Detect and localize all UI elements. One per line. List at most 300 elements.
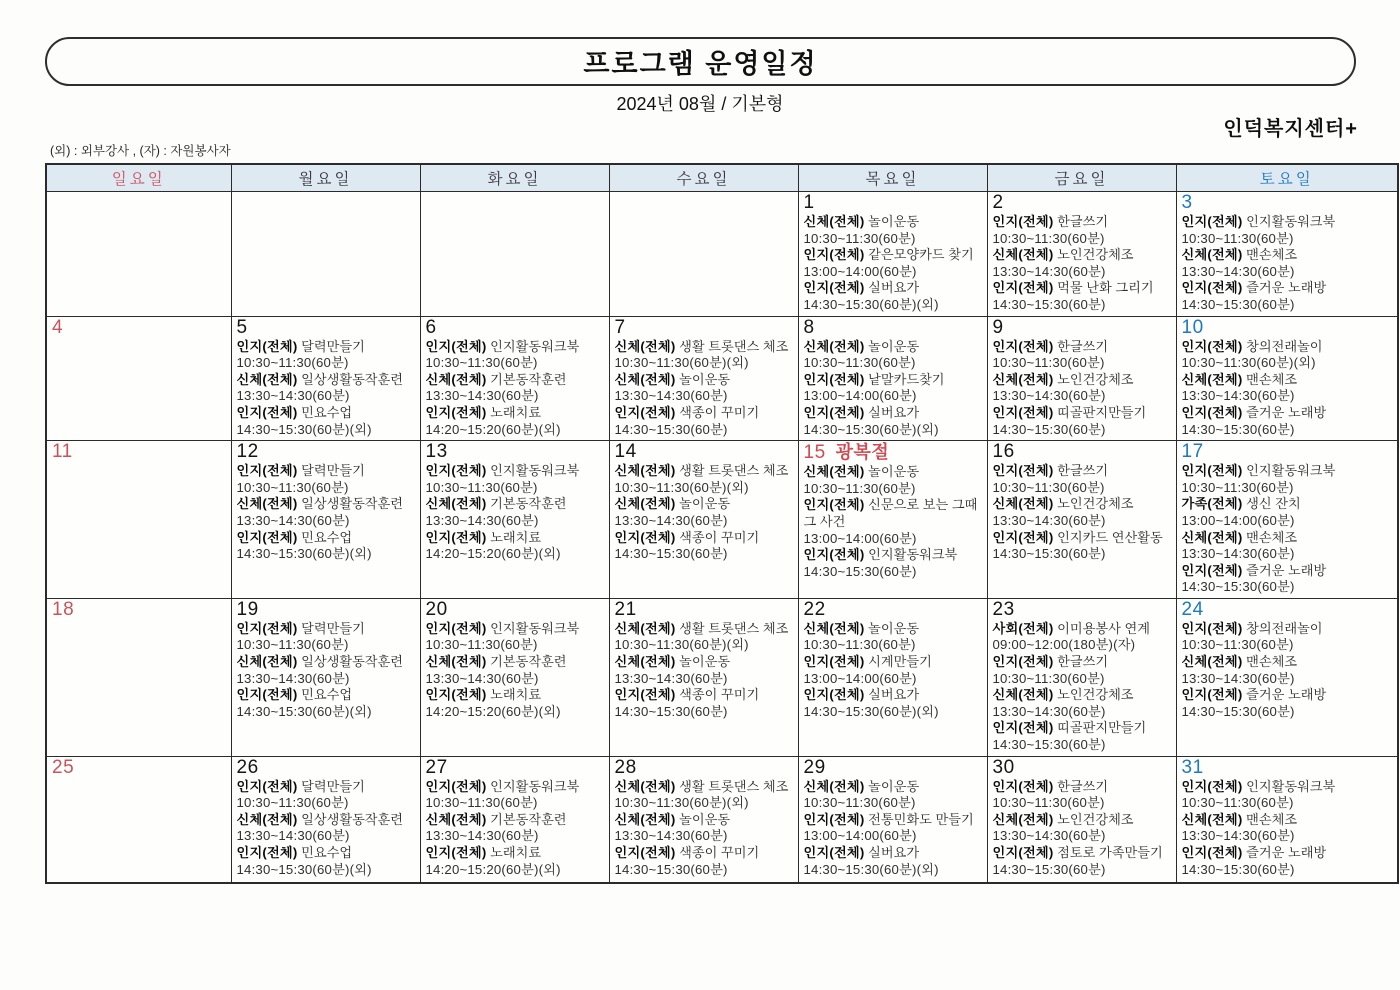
program-entry bbox=[426, 845, 606, 878]
program-category: 인지(전체) bbox=[425, 845, 487, 860]
program-entry bbox=[237, 812, 417, 845]
day-number: 17 bbox=[1181, 441, 1204, 463]
program-entry bbox=[804, 845, 984, 878]
weekday-header-thu: 목요일 bbox=[798, 164, 987, 192]
program-entry bbox=[804, 687, 984, 720]
program-time: 10:30~11:30(60분)(외) bbox=[614, 637, 749, 653]
program-category: 인지(전체) bbox=[425, 338, 487, 354]
day-number: 29 bbox=[803, 756, 826, 778]
day-cell-9 bbox=[987, 316, 1176, 441]
day-cell-27 bbox=[420, 756, 609, 883]
program-category: 인지(전체) bbox=[803, 497, 865, 513]
day-number: 18 bbox=[52, 598, 75, 620]
program-time: 14:30~15:30(60분) bbox=[803, 563, 917, 579]
program-category: 신체(전체) bbox=[425, 371, 487, 387]
program-category: 신체(전체) bbox=[425, 654, 487, 670]
program-category: 인지(전체) bbox=[803, 811, 865, 827]
program-entry bbox=[804, 247, 984, 280]
program-entry bbox=[615, 621, 795, 654]
program-entry bbox=[426, 530, 606, 563]
program-name: 인지(전체) 색종이 꾸미기 bbox=[614, 529, 760, 545]
program-category: 인지(전체) bbox=[992, 463, 1054, 479]
program-name: 인지(전체) 색종이 꾸미기 bbox=[614, 404, 760, 420]
program-category: 신체(전체) bbox=[992, 247, 1054, 263]
program-category: 신체(전체) bbox=[803, 338, 865, 354]
day-number: 27 bbox=[425, 756, 448, 778]
program-name: 신체(전체) 일상생활동작훈련 bbox=[236, 371, 404, 387]
day-cell-empty bbox=[609, 192, 798, 317]
program-entry bbox=[1182, 339, 1395, 372]
program-time: 10:30~11:30(60분) bbox=[236, 355, 349, 371]
program-category: 인지(전체) bbox=[1181, 562, 1243, 578]
day-cell-22 bbox=[798, 598, 987, 756]
program-category: 신체(전체) bbox=[614, 654, 676, 670]
program-name: 인지(전체) 전통민화도 만들기 bbox=[803, 811, 974, 827]
program-category: 인지(전체) bbox=[803, 404, 865, 420]
program-time: 13:30~14:30(60분) bbox=[1181, 388, 1295, 404]
program-name: 신체(전체) 맨손체조 bbox=[1181, 811, 1298, 827]
program-name: 신체(전체) 생활 트롯댄스 체조 bbox=[614, 778, 789, 794]
weekday-header-mon: 월요일 bbox=[231, 164, 420, 192]
program-entry bbox=[804, 497, 984, 547]
program-time: 10:30~11:30(60분) bbox=[425, 479, 538, 495]
day-cell-2 bbox=[987, 192, 1176, 317]
program-time: 14:20~15:20(60분)(외) bbox=[425, 421, 561, 437]
program-entry bbox=[237, 779, 417, 812]
program-name: 인지(전체) 즐거운 노래방 bbox=[1181, 562, 1327, 578]
program-name: 신체(전체) 생활 트롯댄스 체조 bbox=[614, 620, 789, 636]
program-entry bbox=[615, 779, 795, 812]
program-category: 인지(전체) bbox=[992, 280, 1054, 296]
program-entry bbox=[1182, 463, 1395, 496]
program-name: 인지(전체) 한글쓰기 bbox=[992, 778, 1109, 794]
program-name: 신체(전체) 기본동작훈련 bbox=[425, 496, 567, 512]
day-number: 1 bbox=[803, 192, 815, 213]
program-name: 인지(전체) 민요수업 bbox=[236, 404, 353, 420]
program-time: 14:30~15:30(60분)(외) bbox=[236, 421, 372, 437]
program-entry bbox=[426, 654, 606, 687]
program-entry bbox=[1182, 247, 1395, 280]
program-name: 인지(전체) 즐거운 노래방 bbox=[1181, 404, 1327, 420]
program-name: 인지(전체) 인지활동워크북 bbox=[425, 338, 580, 354]
program-name: 인지(전체) 즐거운 노래방 bbox=[1181, 280, 1327, 296]
program-name: 신체(전체) 맨손체조 bbox=[1181, 529, 1298, 545]
program-entry bbox=[993, 621, 1173, 654]
program-entry bbox=[1182, 621, 1395, 654]
program-category: 인지(전체) bbox=[236, 687, 298, 703]
page-subtitle: 2024년 08월 / 기본형 bbox=[616, 94, 784, 114]
program-time: 14:30~15:30(60분) bbox=[1181, 296, 1295, 312]
program-time: 13:30~14:30(60분) bbox=[992, 388, 1106, 404]
program-category: 인지(전체) bbox=[425, 687, 487, 703]
day-cell-24 bbox=[1176, 598, 1398, 756]
program-category: 인지(전체) bbox=[1181, 214, 1243, 229]
program-time: 10:30~11:30(60분) bbox=[425, 795, 538, 811]
program-name: 인지(전체) 먹물 난화 그리기 bbox=[992, 280, 1154, 296]
program-name: 신체(전체) 놀이운동 bbox=[614, 811, 731, 827]
program-name: 인지(전체) 신문으로 보는 그때 그 사건 bbox=[803, 497, 978, 529]
program-name: 인지(전체) 달력만들기 bbox=[236, 778, 365, 794]
program-entry bbox=[615, 496, 795, 529]
program-category: 신체(전체) bbox=[614, 811, 676, 827]
program-time: 14:30~15:30(60분) bbox=[614, 861, 728, 877]
program-category: 인지(전체) bbox=[803, 371, 865, 387]
calendar-table bbox=[45, 163, 1399, 884]
program-entry bbox=[1182, 654, 1395, 687]
program-name: 인지(전체) 같은모양카드 찾기 bbox=[803, 247, 974, 263]
program-name: 인지(전체) 점토로 가족만들기 bbox=[992, 845, 1163, 860]
program-time: 10:30~11:30(60분) bbox=[1181, 230, 1294, 246]
program-name: 신체(전체) 맨손체조 bbox=[1181, 371, 1298, 387]
program-entry bbox=[993, 812, 1173, 845]
day-number: 22 bbox=[803, 598, 826, 620]
program-time: 10:30~11:30(60분) bbox=[803, 637, 916, 653]
program-category: 신체(전체) bbox=[1181, 529, 1243, 545]
program-entry bbox=[804, 812, 984, 845]
day-cell-18 bbox=[46, 598, 231, 756]
program-name: 신체(전체) 일상생활동작훈련 bbox=[236, 811, 404, 827]
program-category: 신체(전체) bbox=[803, 778, 865, 794]
program-name: 신체(전체) 일상생활동작훈련 bbox=[236, 654, 404, 670]
program-entry bbox=[237, 845, 417, 878]
program-category: 인지(전체) bbox=[992, 720, 1054, 736]
day-cell-4 bbox=[46, 316, 231, 441]
weekday-header-sat: 토요일 bbox=[1176, 164, 1398, 192]
program-name: 신체(전체) 노인건강체조 bbox=[992, 811, 1134, 827]
program-name: 인지(전체) 달력만들기 bbox=[236, 620, 365, 636]
day-number: 31 bbox=[1181, 756, 1204, 778]
program-name: 인지(전체) 실버요가 bbox=[803, 280, 920, 296]
day-cell-20 bbox=[420, 598, 609, 756]
program-entry bbox=[237, 654, 417, 687]
program-name: 신체(전체) 노인건강체조 bbox=[992, 247, 1134, 263]
program-category: 인지(전체) bbox=[803, 845, 865, 860]
program-category: 신체(전체) bbox=[1181, 654, 1243, 670]
program-category: 신체(전체) bbox=[992, 496, 1054, 512]
program-category: 인지(전체) bbox=[803, 687, 865, 703]
program-entry bbox=[615, 687, 795, 720]
day-cell-16 bbox=[987, 441, 1176, 599]
program-time: 10:30~11:30(60분) bbox=[803, 355, 916, 371]
program-time: 14:30~15:30(60분)(외) bbox=[803, 861, 939, 877]
program-entry bbox=[615, 654, 795, 687]
program-time: 14:30~15:30(60분) bbox=[1181, 861, 1295, 877]
program-time: 14:30~15:30(60분) bbox=[1181, 421, 1295, 437]
program-name: 인지(전체) 인지활동워크북 bbox=[425, 778, 580, 794]
week-row bbox=[46, 192, 1398, 317]
program-category: 신체(전체) bbox=[992, 811, 1054, 827]
program-time: 13:00~14:00(60분) bbox=[803, 388, 917, 404]
program-time: 10:30~11:30(60분) bbox=[992, 355, 1105, 371]
program-name: 인지(전체) 인지활동워크북 bbox=[1181, 214, 1336, 229]
program-name: 인지(전체) 즐거운 노래방 bbox=[1181, 845, 1327, 860]
program-time: 10:30~11:30(60분) bbox=[236, 479, 349, 495]
day-cell-3 bbox=[1176, 192, 1398, 317]
program-entry bbox=[426, 463, 606, 496]
title-box bbox=[45, 37, 1356, 86]
program-category: 신체(전체) bbox=[236, 371, 298, 387]
program-entry bbox=[426, 687, 606, 720]
program-entry bbox=[237, 463, 417, 496]
program-category: 신체(전체) bbox=[614, 778, 676, 794]
legend-note: (외) : 외부강사 , (자) : 자원봉사자 bbox=[50, 144, 231, 158]
program-entry bbox=[1182, 687, 1395, 720]
program-name: 인지(전체) 민요수업 bbox=[236, 687, 353, 703]
program-category: 인지(전체) bbox=[1181, 280, 1243, 296]
program-entry bbox=[615, 845, 795, 878]
program-category: 인지(전체) bbox=[236, 529, 298, 545]
program-time: 13:00~14:00(60분) bbox=[1181, 512, 1295, 528]
program-entry bbox=[615, 463, 795, 496]
program-category: 인지(전체) bbox=[803, 654, 865, 670]
program-time: 14:20~15:20(60분)(외) bbox=[425, 703, 561, 719]
program-time: 13:30~14:30(60분) bbox=[236, 512, 350, 528]
program-entry bbox=[804, 405, 984, 438]
program-entry bbox=[1182, 812, 1395, 845]
program-entry bbox=[237, 372, 417, 405]
program-time: 13:30~14:30(60분) bbox=[1181, 670, 1295, 686]
program-time: 14:30~15:30(60분)(외) bbox=[803, 296, 939, 312]
program-time: 13:30~14:30(60분) bbox=[1181, 263, 1295, 279]
program-entry bbox=[993, 687, 1173, 720]
program-entry bbox=[993, 372, 1173, 405]
day-cell-28 bbox=[609, 756, 798, 883]
holiday-label: 광복절 bbox=[835, 442, 890, 463]
program-category: 인지(전체) bbox=[1181, 687, 1243, 703]
program-name: 인지(전체) 색종이 꾸미기 bbox=[614, 687, 760, 703]
program-time: 13:30~14:30(60분) bbox=[1181, 546, 1295, 562]
program-time: 13:00~14:00(60분) bbox=[803, 263, 917, 279]
program-time: 10:30~11:30(60분) bbox=[1181, 479, 1294, 495]
program-category: 인지(전체) bbox=[614, 687, 676, 703]
program-entry bbox=[804, 547, 984, 580]
program-time: 10:30~11:30(60분) bbox=[1181, 795, 1294, 811]
program-entry bbox=[993, 530, 1173, 563]
program-time: 13:30~14:30(60분) bbox=[992, 263, 1106, 279]
day-number: 3 bbox=[1181, 192, 1193, 213]
program-entry bbox=[615, 372, 795, 405]
program-time: 13:30~14:30(60분) bbox=[992, 828, 1106, 844]
program-category: 인지(전체) bbox=[614, 529, 676, 545]
program-time: 10:30~11:30(60분)(외) bbox=[614, 479, 749, 495]
program-entry bbox=[237, 405, 417, 438]
program-category: 인지(전체) bbox=[1181, 338, 1243, 354]
program-category: 인지(전체) bbox=[992, 654, 1054, 670]
program-name: 신체(전체) 노인건강체조 bbox=[992, 371, 1134, 387]
program-entry bbox=[426, 621, 606, 654]
program-name: 인지(전체) 노래치료 bbox=[425, 845, 542, 860]
program-time: 10:30~11:30(60분)(외) bbox=[614, 355, 749, 371]
program-name: 인지(전체) 인지활동워크북 bbox=[1181, 778, 1336, 794]
program-category: 신체(전체) bbox=[614, 371, 676, 387]
program-entry bbox=[426, 339, 606, 372]
program-entry bbox=[615, 339, 795, 372]
program-name: 인지(전체) 인지활동워크북 bbox=[425, 463, 580, 479]
program-time: 10:30~11:30(60분) bbox=[236, 795, 349, 811]
program-time: 14:20~15:20(60분)(외) bbox=[425, 861, 561, 877]
program-name: 신체(전체) 일상생활동작훈련 bbox=[236, 496, 404, 512]
day-cell-1 bbox=[798, 192, 987, 317]
program-entry bbox=[426, 496, 606, 529]
program-entry bbox=[1182, 214, 1395, 247]
day-cell-15 bbox=[798, 441, 987, 599]
program-name: 인지(전체) 한글쓰기 bbox=[992, 338, 1109, 354]
program-category: 인지(전체) bbox=[1181, 845, 1243, 860]
program-entry bbox=[993, 496, 1173, 529]
program-entry bbox=[237, 687, 417, 720]
program-entry bbox=[1182, 530, 1395, 563]
program-category: 신체(전체) bbox=[425, 496, 487, 512]
program-category: 신체(전체) bbox=[236, 811, 298, 827]
program-name: 인지(전체) 인지활동워크북 bbox=[1181, 463, 1336, 479]
program-entry bbox=[993, 247, 1173, 280]
program-time: 14:30~15:30(60분) bbox=[992, 861, 1106, 877]
program-name: 신체(전체) 놀이운동 bbox=[803, 214, 920, 229]
program-entry bbox=[615, 530, 795, 563]
program-category: 신체(전체) bbox=[992, 371, 1054, 387]
program-category: 인지(전체) bbox=[236, 404, 298, 420]
day-cell-6 bbox=[420, 316, 609, 441]
program-time: 13:30~14:30(60분) bbox=[425, 388, 539, 404]
program-name: 인지(전체) 실버요가 bbox=[803, 687, 920, 703]
program-category: 인지(전체) bbox=[992, 214, 1054, 229]
program-time: 10:30~11:30(60분) bbox=[803, 795, 916, 811]
program-category: 인지(전체) bbox=[425, 778, 487, 794]
day-cell-empty bbox=[46, 192, 231, 317]
program-name: 인지(전체) 달력만들기 bbox=[236, 463, 365, 479]
program-name: 신체(전체) 노인건강체조 bbox=[992, 496, 1134, 512]
program-name: 신체(전체) 놀이운동 bbox=[803, 778, 920, 794]
program-category: 신체(전체) bbox=[803, 620, 865, 636]
program-time: 10:30~11:30(60분) bbox=[1181, 637, 1294, 653]
program-entry bbox=[237, 530, 417, 563]
program-entry bbox=[804, 621, 984, 654]
program-time: 14:30~15:30(60분)(외) bbox=[803, 703, 939, 719]
program-category: 인지(전체) bbox=[803, 247, 865, 263]
program-name: 인지(전체) 띠골판지만들기 bbox=[992, 720, 1147, 736]
program-name: 인지(전체) 민요수업 bbox=[236, 529, 353, 545]
program-category: 인지(전체) bbox=[236, 845, 298, 860]
program-name: 인지(전체) 창의전래놀이 bbox=[1181, 620, 1323, 636]
program-time: 13:30~14:30(60분) bbox=[992, 703, 1106, 719]
day-cell-26 bbox=[231, 756, 420, 883]
program-name: 인지(전체) 노래치료 bbox=[425, 404, 542, 420]
program-time: 14:30~15:30(60분) bbox=[614, 421, 728, 437]
day-number: 16 bbox=[992, 441, 1015, 463]
day-number: 11 bbox=[52, 441, 73, 463]
day-number: 19 bbox=[236, 598, 259, 620]
program-category: 인지(전체) bbox=[1181, 404, 1243, 420]
program-category: 신체(전체) bbox=[614, 496, 676, 512]
program-category: 인지(전체) bbox=[992, 778, 1054, 794]
program-entry bbox=[993, 214, 1173, 247]
program-category: 인지(전체) bbox=[803, 547, 865, 563]
program-name: 인지(전체) 실버요가 bbox=[803, 845, 920, 860]
program-name: 신체(전체) 생활 트롯댄스 체조 bbox=[614, 338, 789, 354]
program-name: 신체(전체) 노인건강체조 bbox=[992, 687, 1134, 703]
program-name: 인지(전체) 달력만들기 bbox=[236, 338, 365, 354]
program-category: 신체(전체) bbox=[614, 338, 676, 354]
program-entry bbox=[1182, 779, 1395, 812]
program-entry bbox=[1182, 563, 1395, 596]
program-name: 신체(전체) 맨손체조 bbox=[1181, 247, 1298, 263]
day-cell-21 bbox=[609, 598, 798, 756]
program-time: 10:30~11:30(60분) bbox=[992, 670, 1105, 686]
program-time: 13:30~14:30(60분) bbox=[992, 512, 1106, 528]
program-name: 인지(전체) 색종이 꾸미기 bbox=[614, 845, 760, 860]
program-category: 신체(전체) bbox=[803, 214, 865, 229]
day-number: 20 bbox=[425, 598, 448, 620]
program-category: 신체(전체) bbox=[614, 463, 676, 479]
program-name: 신체(전체) 기본동작훈련 bbox=[425, 371, 567, 387]
program-name: 인지(전체) 민요수업 bbox=[236, 845, 353, 860]
program-time: 13:00~14:00(60분) bbox=[803, 828, 917, 844]
program-entry bbox=[993, 845, 1173, 878]
program-category: 인지(전체) bbox=[425, 463, 487, 479]
program-time: 14:30~15:30(60분) bbox=[1181, 579, 1295, 595]
program-name: 신체(전체) 놀이운동 bbox=[614, 496, 731, 512]
program-entry bbox=[1182, 405, 1395, 438]
program-category: 신체(전체) bbox=[992, 687, 1054, 703]
program-time: 13:30~14:30(60분) bbox=[425, 670, 539, 686]
program-entry bbox=[993, 720, 1173, 753]
program-entry bbox=[1182, 372, 1395, 405]
day-cell-14 bbox=[609, 441, 798, 599]
program-name: 인지(전체) 노래치료 bbox=[425, 687, 542, 703]
program-category: 인지(전체) bbox=[803, 280, 865, 296]
program-time: 10:30~11:30(60분)(외) bbox=[614, 795, 749, 811]
program-time: 10:30~11:30(60분) bbox=[425, 355, 538, 371]
program-category: 인지(전체) bbox=[1181, 620, 1243, 636]
day-cell-12 bbox=[231, 441, 420, 599]
program-entry bbox=[237, 621, 417, 654]
day-cell-31 bbox=[1176, 756, 1398, 883]
weekday-header-fri: 금요일 bbox=[987, 164, 1176, 192]
program-time: 10:30~11:30(60분) bbox=[992, 795, 1105, 811]
program-time: 10:30~11:30(60분) bbox=[425, 637, 538, 653]
program-time: 13:30~14:30(60분) bbox=[236, 828, 350, 844]
day-cell-13 bbox=[420, 441, 609, 599]
program-time: 14:30~15:30(60분)(외) bbox=[803, 421, 939, 437]
program-entry bbox=[993, 280, 1173, 313]
program-time: 14:30~15:30(60분) bbox=[992, 421, 1106, 437]
program-name: 신체(전체) 놀이운동 bbox=[803, 620, 920, 636]
program-category: 인지(전체) bbox=[425, 529, 487, 545]
day-number: 24 bbox=[1181, 598, 1204, 620]
program-name: 인지(전체) 띠골판지만들기 bbox=[992, 404, 1147, 420]
program-entry bbox=[615, 405, 795, 438]
program-time: 13:30~14:30(60분) bbox=[1181, 828, 1295, 844]
program-entry bbox=[804, 339, 984, 372]
program-category: 인지(전체) bbox=[236, 620, 298, 636]
program-time: 14:30~15:30(60분)(외) bbox=[236, 703, 372, 719]
program-category: 신체(전체) bbox=[803, 464, 865, 480]
program-name: 신체(전체) 놀이운동 bbox=[614, 371, 731, 387]
program-name: 신체(전체) 맨손체조 bbox=[1181, 654, 1298, 670]
program-name: 신체(전체) 놀이운동 bbox=[803, 338, 920, 354]
day-cell-11 bbox=[46, 441, 231, 599]
program-time: 10:30~11:30(60분) bbox=[992, 479, 1105, 495]
program-name: 인지(전체) 시계만들기 bbox=[803, 654, 932, 670]
program-name: 인지(전체) 낱말카드찾기 bbox=[803, 371, 945, 387]
week-row bbox=[46, 441, 1398, 599]
program-time: 14:30~15:30(60분) bbox=[992, 546, 1106, 562]
program-entry bbox=[615, 812, 795, 845]
day-number: 13 bbox=[425, 441, 448, 463]
day-number: 6 bbox=[425, 316, 437, 338]
program-name: 인지(전체) 인지활동워크북 bbox=[425, 620, 580, 636]
program-category: 인지(전체) bbox=[614, 845, 676, 860]
